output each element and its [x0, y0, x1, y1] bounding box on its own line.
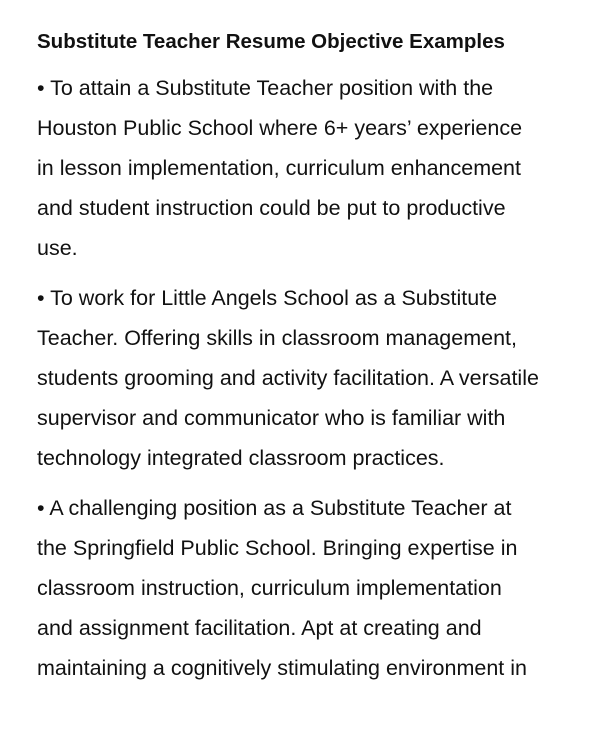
- objective-1-line-1: • To attain a Substitute Teacher position with the: [37, 76, 494, 100]
- objective-2-line-1: • To work for Little Angels School as a Substitute: [37, 286, 498, 310]
- objective-item-3: [37, 488, 577, 688]
- objective-3-line-3: classroom instruction, curriculum implementation: [37, 576, 502, 600]
- objective-2-line-2: Teacher. Offering skills in classroom management,: [37, 326, 517, 350]
- objective-3-line-4: and assignment facilitation. Apt at creating and: [37, 616, 482, 640]
- document-page: [37, 28, 577, 698]
- objective-2-line-3: students grooming and activity facilitation. A versatile: [37, 366, 539, 390]
- objective-1-line-5: use.: [37, 236, 78, 260]
- objective-3-line-1: • A challenging position as a Substitute Teacher at: [37, 496, 512, 520]
- objective-2-line-5: technology integrated classroom practices.: [37, 446, 445, 470]
- objective-1-line-3: in lesson implementation, curriculum enhancement: [37, 156, 521, 180]
- objective-1-line-2: Houston Public School where 6+ years’ experience: [37, 116, 523, 140]
- objective-item-1: [37, 68, 577, 268]
- objective-2-line-4: supervisor and communicator who is familiar with: [37, 406, 506, 430]
- document-title: Substitute Teacher Resume Objective Examples: [37, 30, 505, 53]
- objective-3-line-2: the Springfield Public School. Bringing expertise in: [37, 536, 518, 560]
- objective-item-2: [37, 278, 577, 478]
- objective-1-line-4: and student instruction could be put to productive: [37, 196, 506, 220]
- objective-3-line-5: maintaining a cognitively stimulating environment in: [37, 656, 527, 680]
